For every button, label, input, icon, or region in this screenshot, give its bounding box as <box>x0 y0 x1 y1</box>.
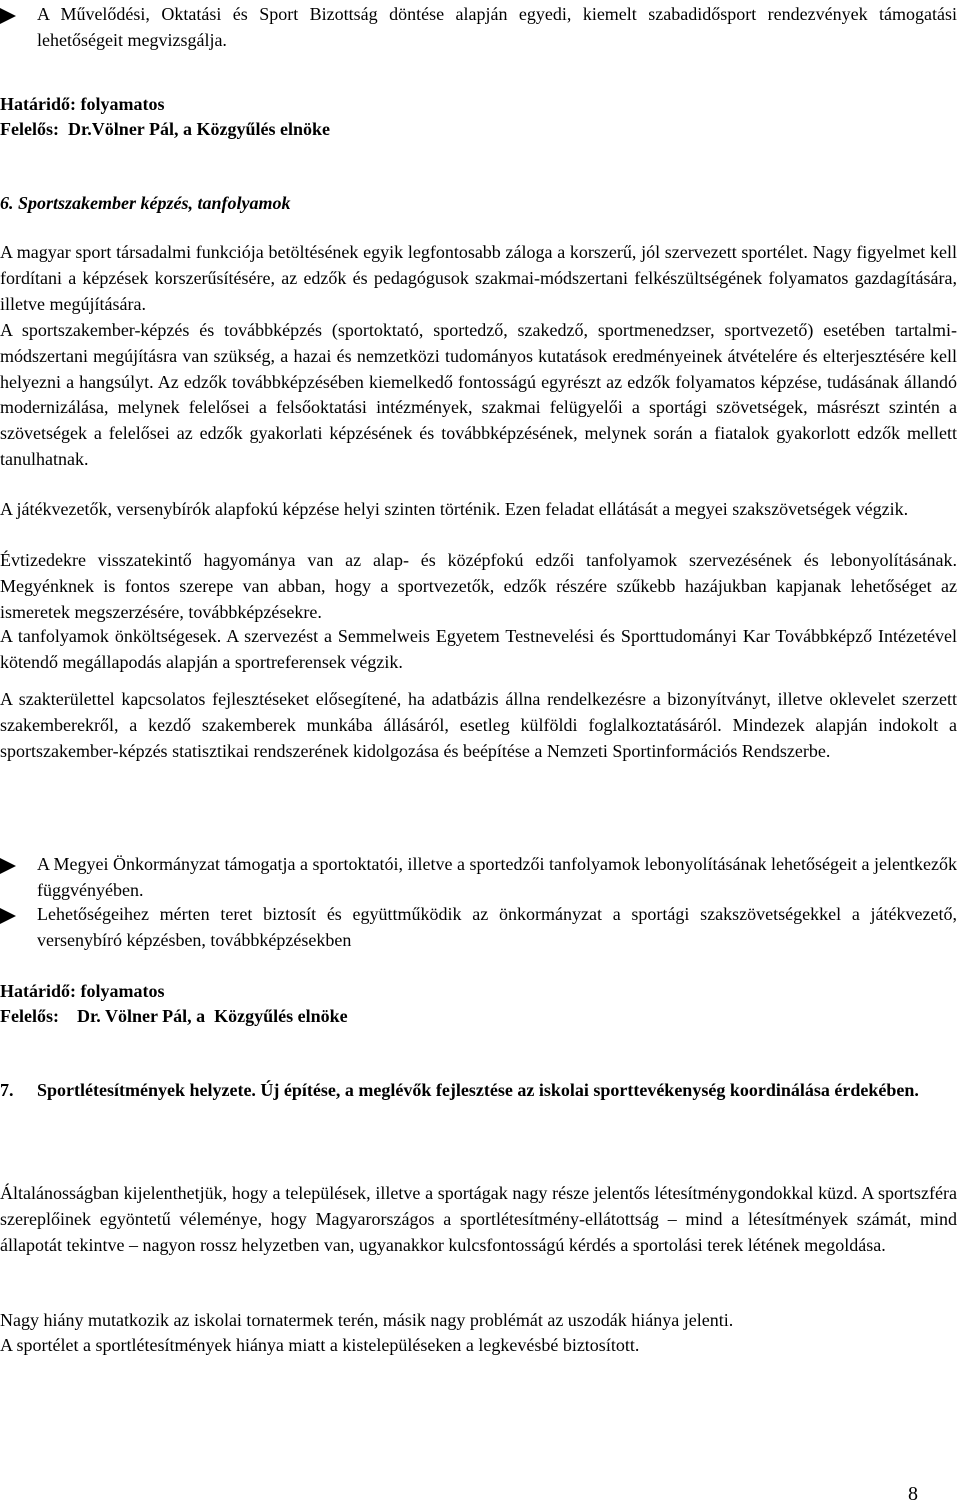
responsible-2: Felelős: Dr. Völner Pál, a Közgyűlés elnöke <box>0 1006 348 1026</box>
responsible-1: Felelős: Dr.Völner Pál, a Közgyűlés elnöke <box>0 119 330 139</box>
paragraph-5: A tanfolyamok önköltségesek. A szervezést a Semmelweis Egyetem Testnevelési és Sporttudományi Kar Továbbképző Intézetével kötendő megállapodás alapján a sportreferensek végzik. <box>0 626 957 672</box>
deadline-1: Határidő: folyamatos <box>0 94 165 114</box>
paragraph-3: A játékvezetők, versenybírók alapfokú képzése helyi szinten történik. Ezen feladat ellátását a megyei szakszövetségek végzik. <box>0 499 909 519</box>
paragraph-6: A szakterülettel kapcsolatos fejlesztéseket elősegítené, ha adatbázis állna rendelkezésre a bizonyítványt, illetve oklevelet szerzett szakemberekről, a kezdő szakemberek munkába állásáról, esetleg külföldi foglalkoztatásáról. Mindezek alapján indokolt a sportszakember-képzés statisztikai rendszerének kidolgozása és beépítése a Nemzeti Sportinformációs Rendszerbe. <box>0 689 957 761</box>
deadline-2: Határidő: folyamatos <box>0 981 165 1001</box>
paragraph-7: Általánosságban kijelenthetjük, hogy a települések, illetve a sportágak nagy része jelentős létesítménygondokkal küzd. A sportszféra szereplőinek egyöntetű véleménye, hogy Magyarországos a sportlétesítmény-ellátottság – mind a létesítmények számát, mind állapotát tekintve – nagyon rossz helyzetben van, ugyanakkor kulcsfontosságú kérdés a sportolási terek létének megoldása. <box>0 1183 957 1255</box>
page-number: 8 <box>908 1483 918 1505</box>
bullet-item-1 <box>0 2 957 53</box>
bullet-text-1: A Művelődési, Oktatási és Sport Bizottság döntése alapján egyedi, kiemelt szabadidősport rendezvények támogatási lehetőségeit megvizsgálja. <box>37 4 957 50</box>
section-7-number: 7. <box>0 1080 14 1100</box>
triangle-bullet-icon <box>0 858 16 874</box>
section-6-title: 6. Sportszakember képzés, tanfolyamok <box>0 193 291 213</box>
paragraph-8b: A sportélet a sportlétesítmények hiánya miatt a kistelepüléseken a legkevésbé biztosított. <box>0 1335 640 1355</box>
bullet-item-3 <box>0 902 957 953</box>
bullet-text-2: A Megyei Önkormányzat támogatja a sportoktatói, illetve a sportedzői tanfolyamok lebonyolításának lehetőségeit a jelentkezők függvényében. <box>37 854 957 900</box>
section-7-title: Sportlétesítmények helyzete. Új építése, a meglévők fejlesztése az iskolai sporttevékenység koordinálása érdekében. <box>37 1080 919 1100</box>
triangle-bullet-icon <box>0 908 16 924</box>
bullet-text-3: Lehetőségeihez mérten teret biztosít és együttműködik az önkormányzat a sportági szakszövetségekkel a játékvezető, versenybíró képzésben, továbbképzésekben <box>37 904 957 950</box>
paragraph-8a: Nagy hiány mutatkozik az iskolai tornatermek terén, másik nagy problémát az uszodák hiánya jelenti. <box>0 1310 734 1330</box>
paragraph-2: A sportszakember-képzés és továbbképzés (sportoktató, sportedző, szakedző, sportmenedzser, sportvezető) esetében tartalmi-módszertani megújításra van szükség, a hazai és nemzetközi tudományos kutatások eredményeinek átvételére és elterjesztésére kell helyezni a hangsúlyt. Az edzők továbbképzésében kiemelkedő fontosságú egyrészt az edzők folyamatos képzése, tudásának állandó modernizálása, melynek felelősei a felsőoktatási intézmények, szakmai felügyelői a sportági szövetségek, másrészt szintén a szövetségek a felelősei az edzők gyakorlati képzésének és továbbképzésének, melynek során a fiatalok gyakorlott edzők mellett tanulhatnak. <box>0 320 957 469</box>
bullet-item-2 <box>0 852 957 903</box>
paragraph-4: Évtizedekre visszatekintő hagyománya van az alap- és középfokú edzői tanfolyamok szervezésének és lebonyolításának. Megyénknek is fontos szerepe van abban, hogy a sportvezetők, edzők részére szűkebb hazájukban kapjanak lehetőséget az ismeretek megszerzésére, továbbképzésekre. <box>0 550 957 622</box>
section-7-heading <box>0 1078 957 1104</box>
triangle-bullet-icon <box>0 8 16 24</box>
paragraph-1: A magyar sport társadalmi funkciója betöltésének egyik legfontosabb záloga a korszerű, jól szervezett sportélet. Nagy figyelmet kell fordítani a képzések korszerűsítésére, az edzők és pedagógusok szakmai-módszertani felkészültségének folyamatos gazdagítására, illetve megújítására. <box>0 242 957 314</box>
